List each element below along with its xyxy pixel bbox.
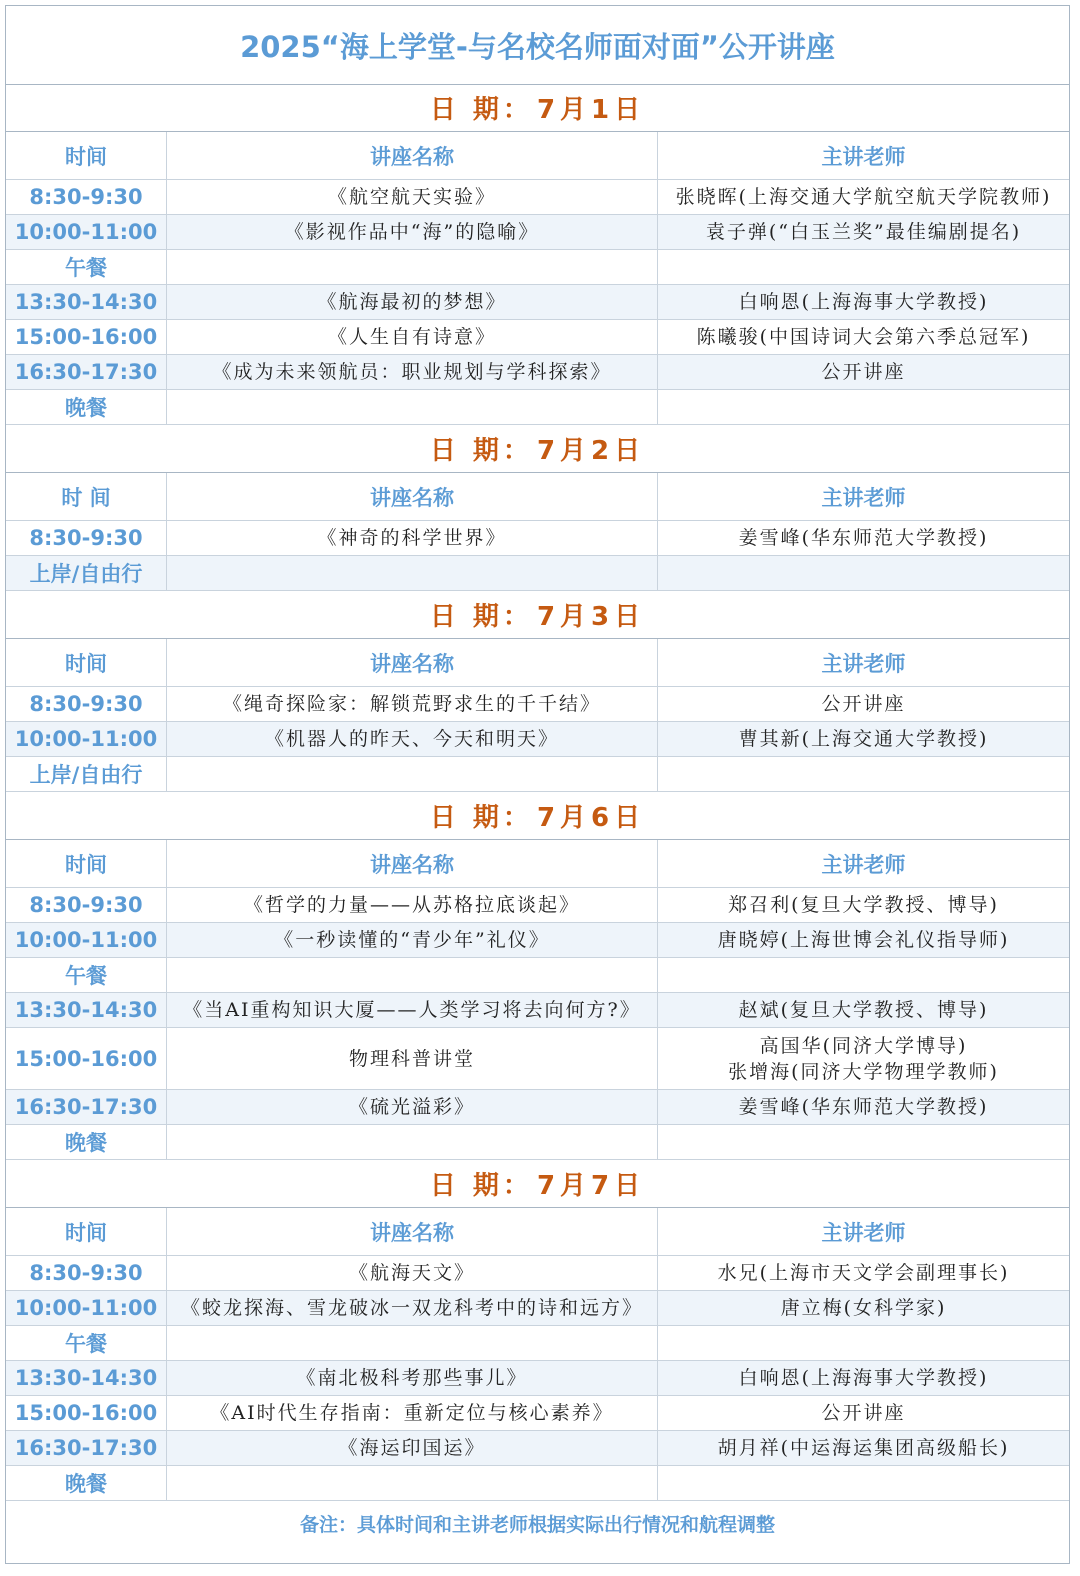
lecture-cell [167,556,658,590]
teacher-cell: 曹其新(上海交通大学教授) [738,728,989,750]
time-cell: 8:30-9:30 [6,180,167,214]
teacher-cell: 郑召利(复旦大学教授、博导) [728,894,999,916]
teacher-cell: 水兄(上海市天文学会副理事长) [717,1262,1010,1284]
lecture-cell: 《AI时代生存指南：重新定位与核心素养》 [167,1396,658,1430]
time-cell: 8:30-9:30 [6,687,167,721]
header-time: 时间 [6,132,167,179]
teacher-cell: 公开讲座 [821,693,906,715]
lecture-cell [167,1125,658,1159]
date-row [6,84,1069,132]
time-cell: 午餐 [6,1326,167,1360]
lecture-cell [167,250,658,284]
lecture-cell [167,390,658,424]
table-row [6,923,1069,958]
time-cell: 8:30-9:30 [6,1256,167,1290]
teacher-cell: 唐晓婷(上海世博会礼仪指导师) [717,929,1010,951]
table-row [6,1396,1069,1431]
header-lecture: 讲座名称 [167,639,658,686]
table-row [6,1291,1069,1326]
header-time: 时间 [6,1208,167,1255]
table-row [6,180,1069,215]
lecture-cell: 《绳奇探险家：解锁荒野求生的千千结》 [167,687,658,721]
lecture-cell [167,757,658,791]
teacher-cell: 白响恩(上海海事大学教授) [738,1367,989,1389]
teacher-cell: 姜雪峰(华东师范大学教授) [738,1096,989,1118]
header-lecture: 讲座名称 [167,1208,658,1255]
footnote: 备注：具体时间和主讲老师根据实际出行情况和航程调整 [299,1514,775,1536]
teacher-cell: 胡月祥(中运海运集团高级船长) [717,1437,1010,1459]
date-row [6,792,1069,840]
date-label: 日 期： [429,436,533,466]
teacher-cell [658,958,1069,992]
time-cell: 15:00-16:00 [6,320,167,354]
table-row [6,687,1069,722]
table-row [6,1090,1069,1125]
date-label: 日 期： [429,1171,533,1201]
lecture-cell: 《哲学的力量——从苏格拉底谈起》 [167,888,658,922]
time-cell: 16:30-17:30 [6,1431,167,1465]
teacher-cell [658,757,1069,791]
table-row [6,958,1069,993]
table-row [6,355,1069,390]
date-value: 7月2日 [536,436,646,466]
teacher-cell: 陈曦骏(中国诗词大会第六季总冠军) [696,326,1031,348]
table-row [6,556,1069,591]
table-row [6,993,1069,1028]
header-row [6,473,1069,521]
date-label: 日 期： [429,602,533,632]
table-row [6,390,1069,425]
date-value: 7月7日 [536,1171,646,1201]
page-title: 2025“海上学堂-与名校名师面对面”公开讲座 [6,6,1069,85]
teacher-cell [658,1326,1069,1360]
date-label: 日 期： [429,803,533,833]
time-cell: 午餐 [6,958,167,992]
lecture-cell: 《当AI重构知识大厦——人类学习将去向何方?》 [167,993,658,1027]
time-cell: 13:30-14:30 [6,993,167,1027]
lecture-cell: 物理科普讲堂 [167,1028,658,1089]
header-lecture: 讲座名称 [167,473,658,520]
header-teacher: 主讲老师 [821,144,906,169]
date-row [6,591,1069,639]
header-row [6,132,1069,180]
header-time: 时 间 [6,473,167,520]
header-lecture: 讲座名称 [167,132,658,179]
date-value: 7月1日 [536,95,646,125]
date-row [6,1160,1069,1208]
time-cell: 16:30-17:30 [6,1090,167,1124]
table-row [6,1125,1069,1160]
time-cell: 晚餐 [6,390,167,424]
time-cell: 上岸/自由行 [6,556,167,590]
teacher-cell: 袁子弹(“白玉兰奖”最佳编剧提名) [705,221,1022,243]
time-cell: 10:00-11:00 [6,215,167,249]
time-cell: 晚餐 [6,1125,167,1159]
header-time: 时间 [6,639,167,686]
lecture-cell: 《硫光溢彩》 [167,1090,658,1124]
teacher-cell: 赵斌(复旦大学教授、博导) [738,999,989,1021]
teacher-name: 张增海(同济大学物理学教师) [728,1060,999,1083]
teacher-cell [658,1125,1069,1159]
lecture-cell [167,1326,658,1360]
teacher-cell: 公开讲座 [821,1402,906,1424]
teacher-cell [658,390,1069,424]
lecture-cell: 《南北极科考那些事儿》 [167,1361,658,1395]
teacher-cell: 白响恩(上海海事大学教授) [738,291,989,313]
table-row [6,215,1069,250]
lecture-cell: 《神奇的科学世界》 [167,521,658,555]
teacher-cell: 公开讲座 [821,361,906,383]
teacher-cell [658,250,1069,284]
lecture-cell: 《人生自有诗意》 [167,320,658,354]
teacher-cell: 张晓晖(上海交通大学航空航天学院教师) [675,186,1052,208]
schedule-sheet [5,5,1070,1564]
lecture-cell [167,958,658,992]
date-row [6,425,1069,473]
time-cell: 上岸/自由行 [6,757,167,791]
time-cell: 10:00-11:00 [6,722,167,756]
time-cell: 10:00-11:00 [6,1291,167,1325]
table-row [6,285,1069,320]
time-cell: 8:30-9:30 [6,521,167,555]
table-row [6,320,1069,355]
header-row [6,1208,1069,1256]
header-time: 时间 [6,840,167,887]
time-cell: 10:00-11:00 [6,923,167,957]
time-cell: 13:30-14:30 [6,285,167,319]
table-row [6,722,1069,757]
date-value: 7月3日 [536,602,646,632]
header-teacher: 主讲老师 [821,651,906,676]
lecture-cell: 《一秒读懂的“青少年”礼仪》 [167,923,658,957]
teacher-cell: 唐立梅(女科学家) [780,1297,947,1319]
header-teacher: 主讲老师 [821,485,906,510]
time-cell: 15:00-16:00 [6,1028,167,1089]
lecture-cell: 《航空航天实验》 [167,180,658,214]
lecture-cell: 《成为未来领航员：职业规划与学科探索》 [167,355,658,389]
table-row [6,1256,1069,1291]
teacher-cell: 姜雪峰(华东师范大学教授) [738,527,989,549]
table-row [6,1326,1069,1361]
lecture-cell: 《航海天文》 [167,1256,658,1290]
lecture-cell: 《航海最初的梦想》 [167,285,658,319]
time-cell: 16:30-17:30 [6,355,167,389]
date-value: 7月6日 [536,803,646,833]
table-row [6,1028,1069,1090]
table-row [6,250,1069,285]
table-row [6,757,1069,792]
header-lecture: 讲座名称 [167,840,658,887]
lecture-cell: 《机器人的昨天、今天和明天》 [167,722,658,756]
teacher-cell [658,1028,1069,1089]
lecture-cell: 《蛟龙探海、雪龙破冰一双龙科考中的诗和远方》 [167,1291,658,1325]
lecture-cell: 《影视作品中“海”的隐喻》 [167,215,658,249]
table-row [6,888,1069,923]
date-label: 日 期： [429,95,533,125]
table-row [6,1431,1069,1466]
time-cell: 午餐 [6,250,167,284]
time-cell: 13:30-14:30 [6,1361,167,1395]
teacher-name: 高国华(同济大学博导) [759,1034,968,1057]
header-teacher: 主讲老师 [821,852,906,877]
header-teacher: 主讲老师 [821,1220,906,1245]
table-row [6,521,1069,556]
table-row [6,1361,1069,1396]
teacher-cell [658,556,1069,590]
time-cell: 8:30-9:30 [6,888,167,922]
time-cell: 晚餐 [6,1466,167,1500]
lecture-cell: 《海运印国运》 [167,1431,658,1465]
header-row [6,840,1069,888]
time-cell: 15:00-16:00 [6,1396,167,1430]
header-row [6,639,1069,687]
